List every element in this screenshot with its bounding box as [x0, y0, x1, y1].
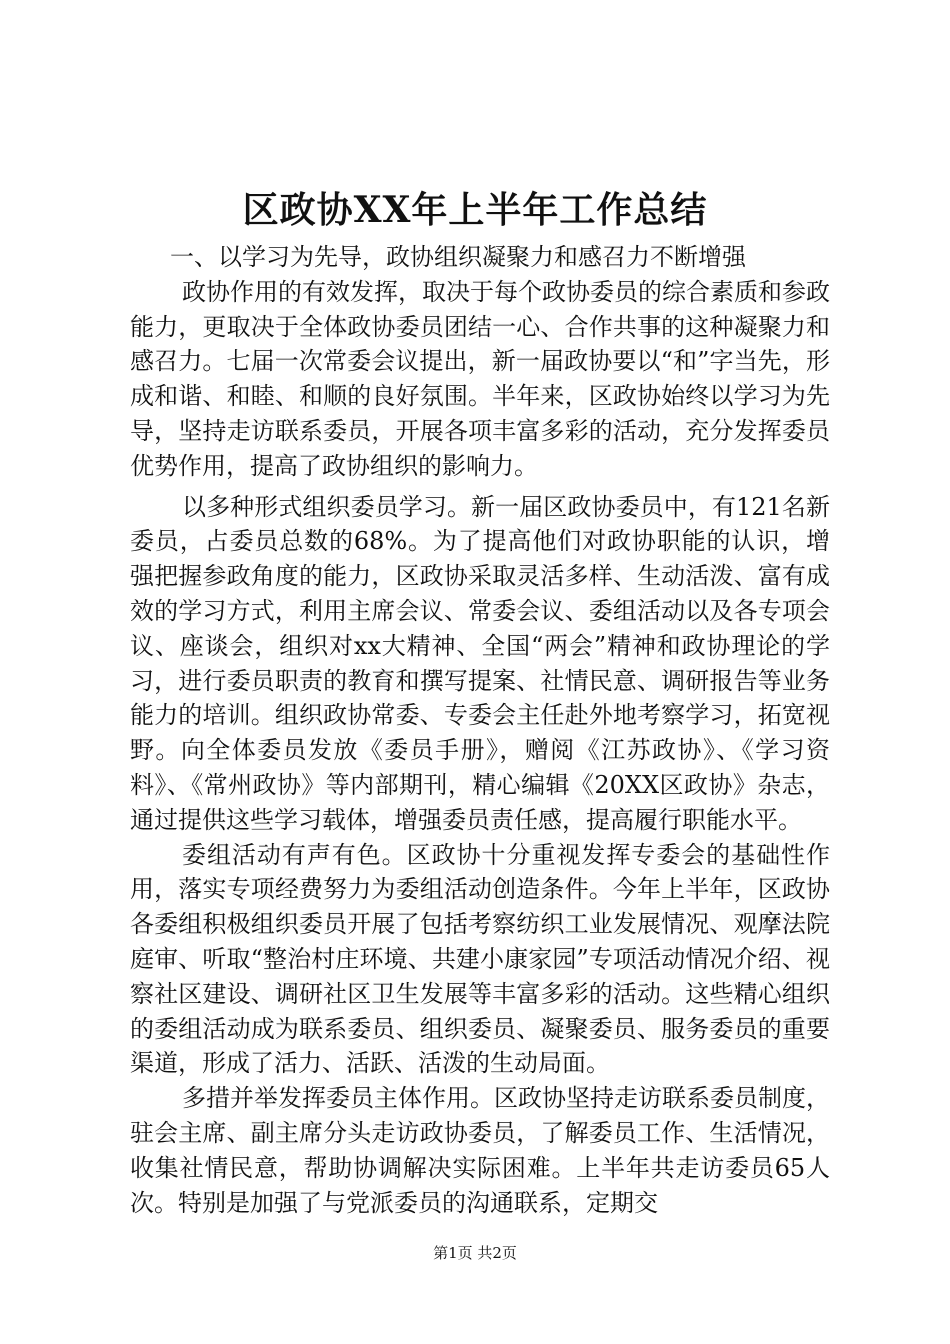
- paragraph: 政协作用的有效发挥，取决于每个政协委员的综合素质和参政能力，更取决于全体政协委员团结一心、合作共事的这种凝聚力和感召力。七届一次常委会议提出，新一届政协要以“和”字当先，形成和谐、和睦、和顺的良好氛围。半年来，区政协始终以学习为先导，坚持走访联系委员，开展各项丰富多彩的活动，充分发挥委员优势作用，提高了政协组织的影响力。: [130, 277, 830, 480]
- paragraph: 多措并举发挥委员主体作用。区政协坚持走访联系委员制度，驻会主席、副主席分头走访政协委员，了解委员工作、生活情况，收集社情民意，帮助协调解决实际困难。上半年共走访委员65人次。特别是加强了与党派委员的沟通联系，定期交: [130, 1084, 830, 1217]
- page-number-footer: 第1页 共2页: [433, 1244, 517, 1262]
- paragraph: 委组活动有声有色。区政协十分重视发挥专委会的基础性作用，落实专项经费努力为委组活动创造条件。今年上半年，区政协各委组积极组织委员开展了包括考察纺织工业发展情况、观摩法院庭审、听取“整治村庄环境、共建小康家园”专项活动情况介绍、视察社区建设、调研社区卫生发展等丰富多彩的活动。这些精心组织的委组活动成为联系委员、组织委员、凝聚委员、服务委员的重要渠道，形成了活力、活跃、活泼的生动局面。: [130, 840, 830, 1078]
- document-body: [130, 240, 830, 1220]
- document-title: 区政协XX年上半年工作总结: [242, 189, 708, 231]
- paragraph: 以多种形式组织委员学习。新一届区政协委员中，有121名新委员，占委员总数的68%。为了提高他们对政协职能的认识，增强把握参政角度的能力，区政协采取灵活多样、生动活泼、富有成效的学习方式，利用主席会议、常委会议、委组活动以及各专项会议、座谈会，组织对xx大精神、全国“两会”精神和政协理论的学习，进行委员职责的教育和撰写提案、社情民意、调研报告等业务能力的培训。组织政协常委、专委会主任赴外地考察学习，拓宽视野。向全体委员发放《委员手册》，赠阅《江苏政协》、《学习资料》、《常州政协》等内部期刊，精心编辑《20XX区政协》杂志，通过提供这些学习载体，增强委员责任感，提高履行职能水平。: [130, 492, 830, 834]
- section-heading: 一、以学习为先导，政协组织凝聚力和感召力不断增强: [170, 243, 746, 271]
